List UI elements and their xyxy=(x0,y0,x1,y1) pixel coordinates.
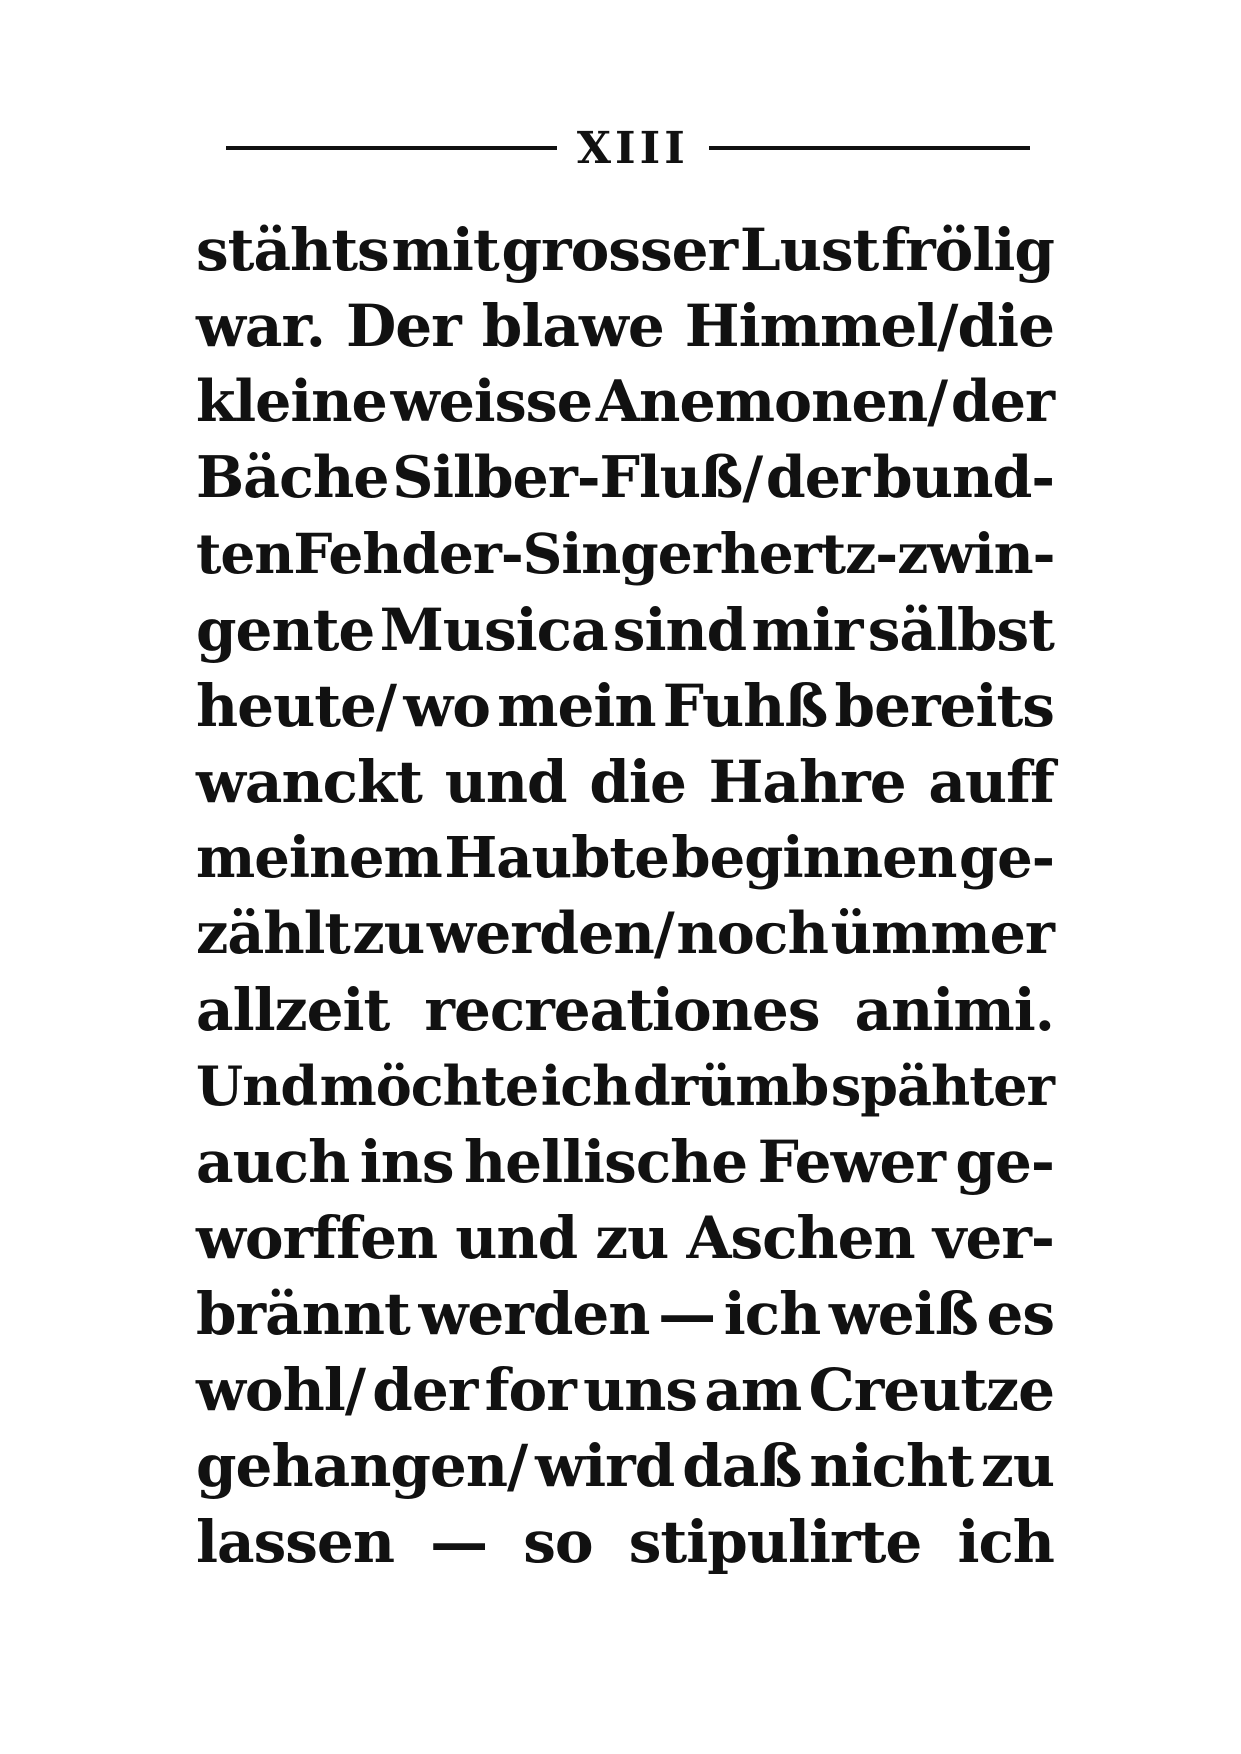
word: lassen xyxy=(196,1508,394,1576)
word: — xyxy=(430,1508,488,1576)
word: mir xyxy=(751,596,863,664)
word: ümmer xyxy=(830,900,1054,967)
text-line xyxy=(196,1504,1054,1580)
page-header xyxy=(226,118,1030,178)
word: möchte xyxy=(319,1054,539,1118)
word: uns xyxy=(583,1356,698,1424)
word: Fuhß xyxy=(662,672,828,740)
text-line xyxy=(196,1352,1054,1428)
word: animi. xyxy=(854,976,1054,1044)
word: wanckt xyxy=(196,748,422,816)
text-line xyxy=(196,288,1054,364)
word: meinem xyxy=(196,825,442,891)
word: bund- xyxy=(872,444,1054,511)
text-line xyxy=(196,516,1054,592)
word: ver- xyxy=(932,1204,1054,1272)
word: Fewer xyxy=(757,1128,945,1196)
text-line xyxy=(196,592,1054,668)
word: Und xyxy=(196,1054,318,1118)
word: Bäche xyxy=(196,444,389,511)
word: mit xyxy=(391,216,499,284)
word: zu xyxy=(595,1204,669,1272)
word: zu xyxy=(352,900,425,967)
word: und xyxy=(455,1204,578,1272)
text-line xyxy=(196,1124,1054,1200)
word: worffen xyxy=(196,1204,438,1272)
word: for xyxy=(484,1356,576,1424)
word: sind xyxy=(612,596,747,664)
word: Fehder-Singer xyxy=(293,521,720,586)
text-line xyxy=(196,212,1054,288)
text-line xyxy=(196,668,1054,744)
word: werden/ xyxy=(426,900,674,967)
word: heute/ xyxy=(196,672,397,740)
word: ten xyxy=(196,521,294,586)
header-rule-left xyxy=(226,146,557,150)
word: weiß xyxy=(828,1280,978,1348)
word: es xyxy=(986,1280,1054,1348)
word: die xyxy=(589,748,686,816)
word: Lust xyxy=(739,216,879,284)
page-number: XIII xyxy=(576,122,689,174)
word: am xyxy=(704,1356,802,1424)
word: Haubte xyxy=(444,825,669,891)
word: ge- xyxy=(955,1128,1054,1196)
word: drümb xyxy=(632,1054,829,1118)
word: Anemonen/ xyxy=(595,368,948,435)
word: wird xyxy=(535,1432,675,1500)
text-line xyxy=(196,1276,1054,1352)
word: gehangen/ xyxy=(196,1432,528,1500)
word: wo xyxy=(403,672,490,740)
word: war. xyxy=(196,292,325,360)
word: allzeit xyxy=(196,976,390,1044)
word: Silber-Fluß/ xyxy=(392,444,763,511)
word: hertz-zwin- xyxy=(719,521,1055,586)
word: Himmel/die xyxy=(684,292,1054,360)
word: frölig xyxy=(881,216,1054,284)
text-line xyxy=(196,820,1054,896)
word: hellische xyxy=(464,1128,748,1196)
word: Creutze xyxy=(808,1356,1054,1424)
word: Der xyxy=(345,292,461,360)
word: der xyxy=(765,444,870,511)
word: kleine xyxy=(196,368,387,435)
word: Hahre xyxy=(708,748,906,816)
word: recreationes xyxy=(424,976,820,1044)
word: bereits xyxy=(834,672,1054,740)
word: brännt xyxy=(196,1280,410,1348)
word: mein xyxy=(497,672,656,740)
text-line xyxy=(196,364,1054,440)
word: so xyxy=(523,1508,593,1576)
text-line xyxy=(196,440,1054,516)
word: stipulirte xyxy=(628,1508,922,1576)
word: noch xyxy=(676,900,828,967)
word: ich xyxy=(957,1508,1054,1576)
word: Musica xyxy=(379,596,608,664)
text-line xyxy=(196,1428,1054,1504)
word: spähter xyxy=(830,1054,1054,1118)
word: ich xyxy=(723,1280,821,1348)
word: nicht xyxy=(809,1432,973,1500)
word: der xyxy=(372,1356,478,1424)
word: blawe xyxy=(481,292,664,360)
text-line xyxy=(196,744,1054,820)
word: grosser xyxy=(501,216,738,284)
word: der xyxy=(950,368,1054,435)
word: zu xyxy=(980,1432,1054,1500)
word: wohl/ xyxy=(196,1356,365,1424)
word: daß xyxy=(682,1432,802,1500)
word: ins xyxy=(359,1128,454,1196)
word: — xyxy=(658,1280,716,1348)
word: stähts xyxy=(196,216,389,284)
word: sälbst xyxy=(867,596,1054,664)
word: weisse xyxy=(390,368,593,435)
word: Aschen xyxy=(686,1204,915,1272)
word: und xyxy=(444,748,567,816)
text-line xyxy=(196,972,1054,1048)
text-line xyxy=(196,896,1054,972)
text-line xyxy=(196,1200,1054,1276)
word: gente xyxy=(196,596,375,664)
word: auch xyxy=(196,1128,350,1196)
word: auff xyxy=(928,748,1054,816)
body-text xyxy=(196,212,1054,1580)
word: werden xyxy=(418,1280,650,1348)
word: zählt xyxy=(196,900,350,967)
word: beginnen xyxy=(671,825,957,891)
header-rule-right xyxy=(709,146,1030,150)
word: ge- xyxy=(958,825,1054,891)
word: ich xyxy=(540,1054,631,1118)
text-line xyxy=(196,1048,1054,1124)
